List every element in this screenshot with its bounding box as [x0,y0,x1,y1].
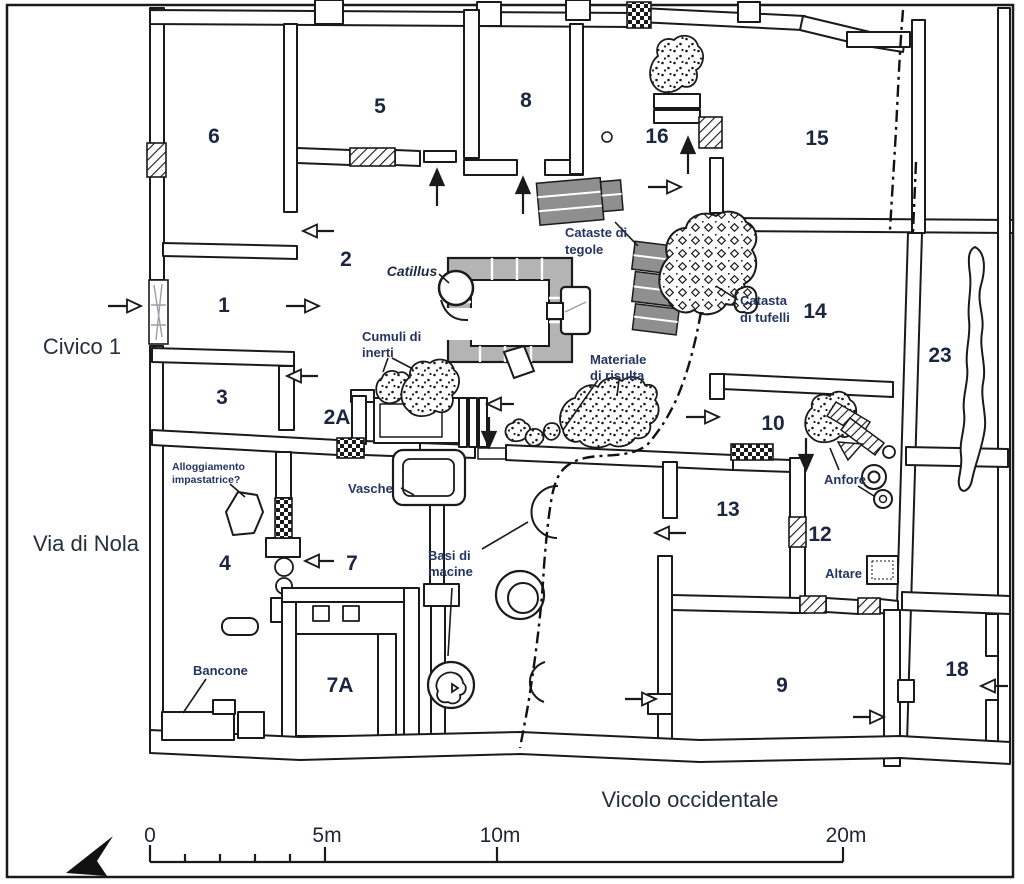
room-number-5: 5 [374,95,386,118]
annotation-cataste-line1: Cataste di [565,225,628,240]
room-number-2A: 2A [323,406,351,429]
room-number-12: 12 [808,523,832,546]
annotation-altare: Altare [825,566,862,581]
room-number-6: 6 [208,125,220,148]
catillus-millstone [439,271,473,305]
room-number-8: 8 [520,89,532,112]
scale-label-10m: 10m [479,824,521,847]
annotation-catillus: Catillus [386,263,438,279]
annotation-cumuli-line1: Cumuli di [362,329,422,344]
annotation-materiale-line2: di risulta [590,368,645,383]
room-number-16: 16 [645,125,669,148]
room-number-14: 14 [803,300,827,323]
annotation-vasche: Vasche [348,481,393,496]
street-label-civico-1: Civico 1 [42,334,122,359]
annotation-cumuli-line2: inerti [362,345,394,360]
room-number-1: 1 [218,294,230,317]
scale-label-20m: 20m [825,824,867,847]
room-number-7A: 7A [326,674,354,697]
room-number-13: 13 [716,498,740,521]
annotation-tufelli-line1: Catasta [740,293,787,308]
room-number-18: 18 [945,658,969,681]
room-number-2: 2 [340,248,352,271]
mill-structure [439,258,590,378]
annotation-alloggiamento-line2: impastatrice? [172,474,241,486]
annotation-bancone: Bancone [193,663,248,678]
annotation-materiale-line1: Materiale [590,352,647,367]
entrance-threshold [149,280,168,344]
room-number-4: 4 [219,552,231,575]
room-number-23: 23 [928,344,952,367]
street-label-vicolo-occidentale: Vicolo occidentale [601,787,779,812]
room-number-15: 15 [805,127,829,150]
room-number-7: 7 [346,552,358,575]
annotation-basi-line2: macine [428,564,473,579]
room-number-9: 9 [776,674,788,697]
scale-label-0: 0 [144,824,156,847]
annotation-cataste-line2: tegole [565,242,604,257]
annotation-anfore: Anfore [824,472,866,487]
street-label-via-di-nola: Via di Nola [33,531,139,556]
annotation-basi-line1: Basi di [428,548,471,563]
annotation-alloggiamento-line1: Alloggiamento [172,461,245,473]
scale-label-5m: 5m [312,824,342,847]
room-number-3: 3 [216,386,228,409]
room-number-10: 10 [761,412,785,435]
annotation-tufelli-line2: di tufelli [740,310,790,325]
